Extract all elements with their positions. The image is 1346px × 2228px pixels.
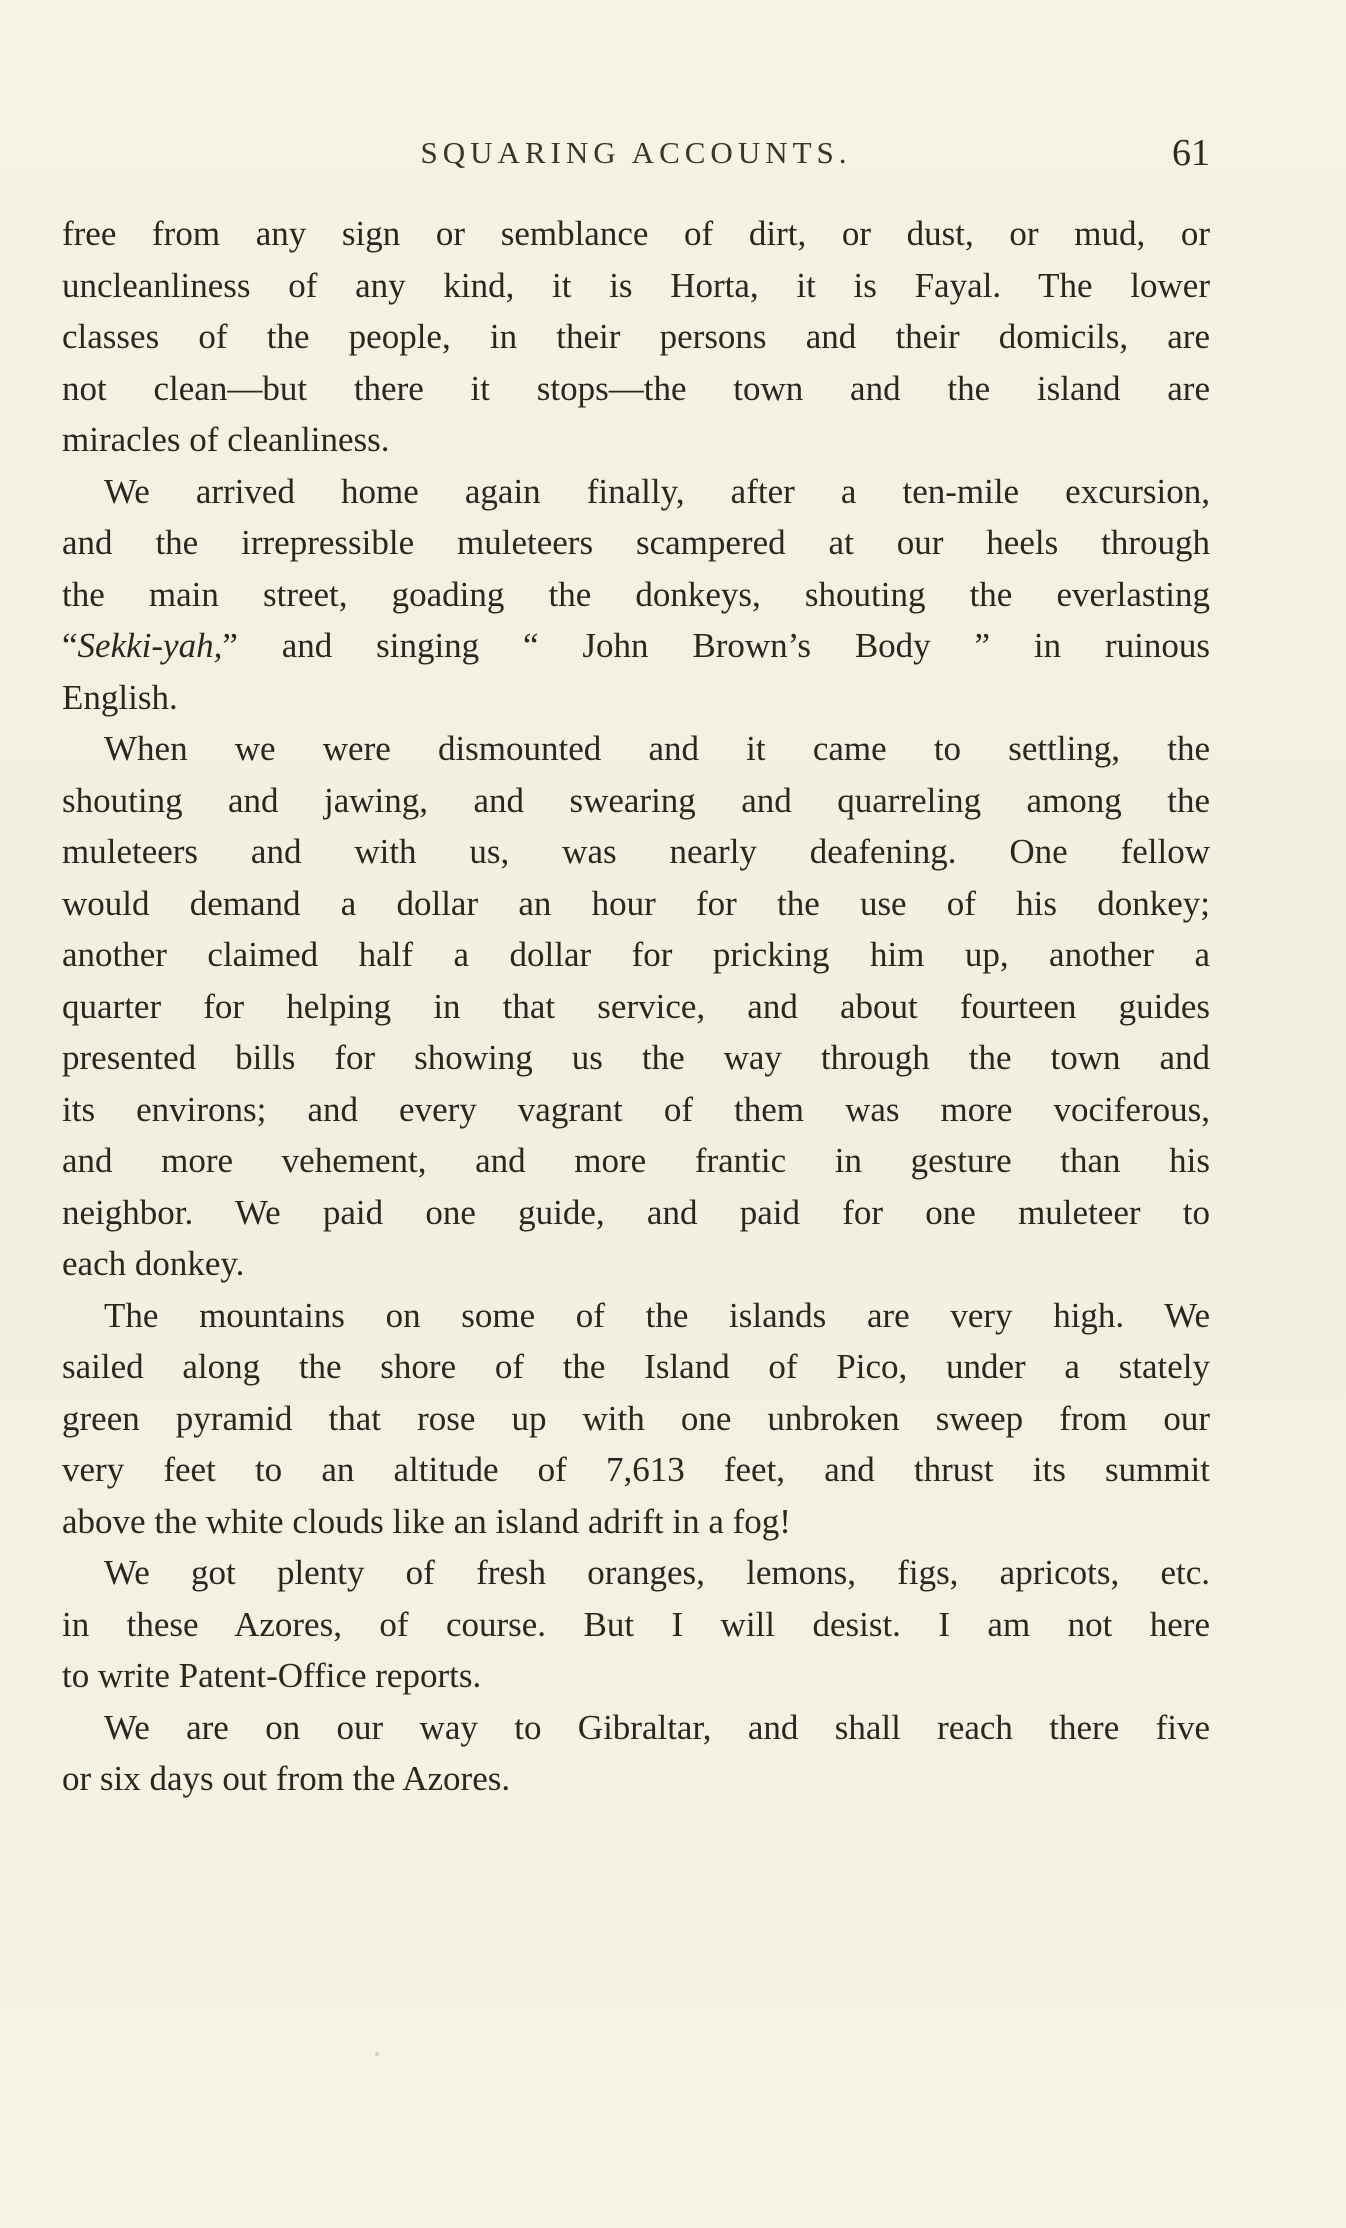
italic-text-run: Sekki-yah, [77, 626, 223, 665]
text-line: not clean—but there it stops—the town and the island are [62, 368, 1210, 408]
text-line: presented bills for showing us the way through the town and [62, 1038, 1210, 1077]
text-line: above the white clouds like an island adrift in a fog! [62, 1501, 791, 1541]
paper-speck [375, 2052, 379, 2056]
text-line: the main street, goading the donkeys, shouting the everlasting [62, 574, 1210, 614]
text-line: quarter for helping in that service, and about fourteen guides [62, 986, 1210, 1026]
text-line: each donkey. [62, 1244, 245, 1283]
text-line: muleteers and with us, was nearly deafening. One fellow [62, 832, 1210, 871]
text-line: We got plenty of fresh oranges, lemons, figs, apricots, etc. [104, 1553, 1210, 1592]
text-line: uncleanliness of any kind, it is Horta, it is Fayal. The lower [62, 265, 1210, 305]
text-line: English. [62, 677, 178, 717]
text-line: neighbor. We paid one guide, and paid for one muleteer to [62, 1192, 1210, 1232]
running-head [62, 128, 1210, 178]
page-number: 61 [1172, 132, 1210, 174]
text-line-mixed [62, 620, 1210, 672]
text-line: green pyramid that rose up with one unbroken sweep from our [62, 1398, 1210, 1438]
text-line: very feet to an altitude of 7,613 feet, and thrust its summit [62, 1450, 1210, 1489]
text-line: to write Patent-Office reports. [62, 1656, 482, 1695]
text-line: free from any sign or semblance of dirt, or dust, or mud, or [62, 214, 1210, 253]
text-line: When we were dismounted and it came to settling, the [104, 729, 1210, 768]
text-line: in these Azores, of course. But I will desist. I am not here [62, 1604, 1210, 1644]
text-line: its environs; and every vagrant of them was more vociferous, [62, 1089, 1210, 1129]
text-run: “ [62, 626, 78, 665]
text-run: ” and singing “ John Brown’s Body ” in ruinous [222, 626, 1210, 665]
text-line: shouting and jawing, and swearing and quarreling among the [62, 780, 1210, 820]
text-line: sailed along the shore of the Island of Pico, under a stately [62, 1347, 1210, 1386]
text-line: classes of the people, in their persons and their domicils, are [62, 317, 1210, 356]
text-line: We arrived home again finally, after a ten-mile excursion, [104, 471, 1210, 511]
text-line: or six days out from the Azores. [62, 1759, 511, 1798]
text-line: The mountains on some of the islands are very high. We [104, 1295, 1210, 1335]
text-line: and the irrepressible muleteers scampered at our heels through [62, 523, 1210, 562]
text-line: would demand a dollar an hour for the use of his donkey; [62, 883, 1210, 923]
running-title: SQUARING ACCOUNTS. [420, 135, 852, 170]
text-line: miracles of cleanliness. [62, 420, 390, 459]
body-text [62, 208, 1210, 1805]
text-line: another claimed half a dollar for pricking him up, another a [62, 935, 1210, 974]
text-line: We are on our way to Gibraltar, and shall reach there five [104, 1707, 1210, 1747]
text-line: and more vehement, and more frantic in gesture than his [62, 1141, 1210, 1180]
